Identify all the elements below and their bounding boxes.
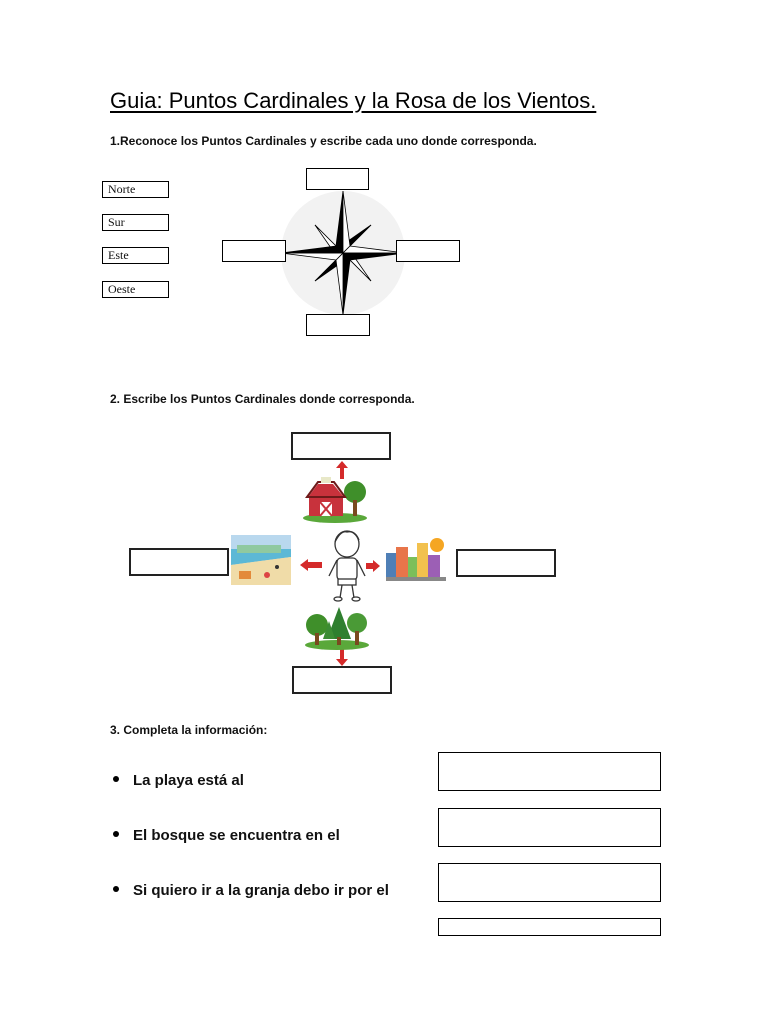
compass-east-answer-box[interactable] [396,240,460,262]
page-title: Guia: Puntos Cardinales y la Rosa de los Vientos. [110,88,597,113]
statement-beach [113,772,244,789]
map-north-answer-box[interactable] [291,432,391,460]
bullet-icon [113,831,119,837]
word-bank-norte: Norte [102,181,169,198]
statement-forest [113,827,340,844]
statement-beach-text: La playa está al [133,772,244,789]
red-arrow-icon [336,648,348,666]
map-east-answer-box[interactable] [456,549,556,577]
answer-farm-box[interactable] [438,863,661,902]
map-south-answer-box[interactable] [292,666,392,694]
word-bank-sur: Sur [102,214,169,231]
word-bank-este: Este [102,247,169,264]
bullet-icon [113,776,119,782]
question-1-text: 1.Reconoce los Puntos Cardinales y escribe cada uno donde corresponda. [110,134,537,148]
statement-forest-text: El bosque se encuentra en el [133,827,340,844]
city-buildings-icon [386,537,448,581]
answer-beach-box[interactable] [438,752,661,791]
compass-north-answer-box[interactable] [306,168,369,190]
answer-extra-box[interactable] [438,918,661,936]
barn-farm-icon [303,476,367,522]
statement-farm-text: Si quiero ir a la granja debo ir por el [133,882,389,899]
compass-west-answer-box[interactable] [222,240,286,262]
compass-south-answer-box[interactable] [306,314,370,336]
answer-forest-box[interactable] [438,808,661,847]
question-2-text: 2. Escribe los Puntos Cardinales donde corresponda. [110,392,415,406]
child-figure-icon [323,530,371,602]
word-bank-oeste: Oeste [102,281,169,298]
bullet-icon [113,886,119,892]
forest-trees-icon [305,605,369,649]
statement-farm [113,882,389,899]
map-west-answer-box[interactable] [129,548,229,576]
question-3-text: 3. Completa la información: [110,723,268,737]
beach-icon [231,535,291,585]
red-arrow-icon [300,559,322,571]
